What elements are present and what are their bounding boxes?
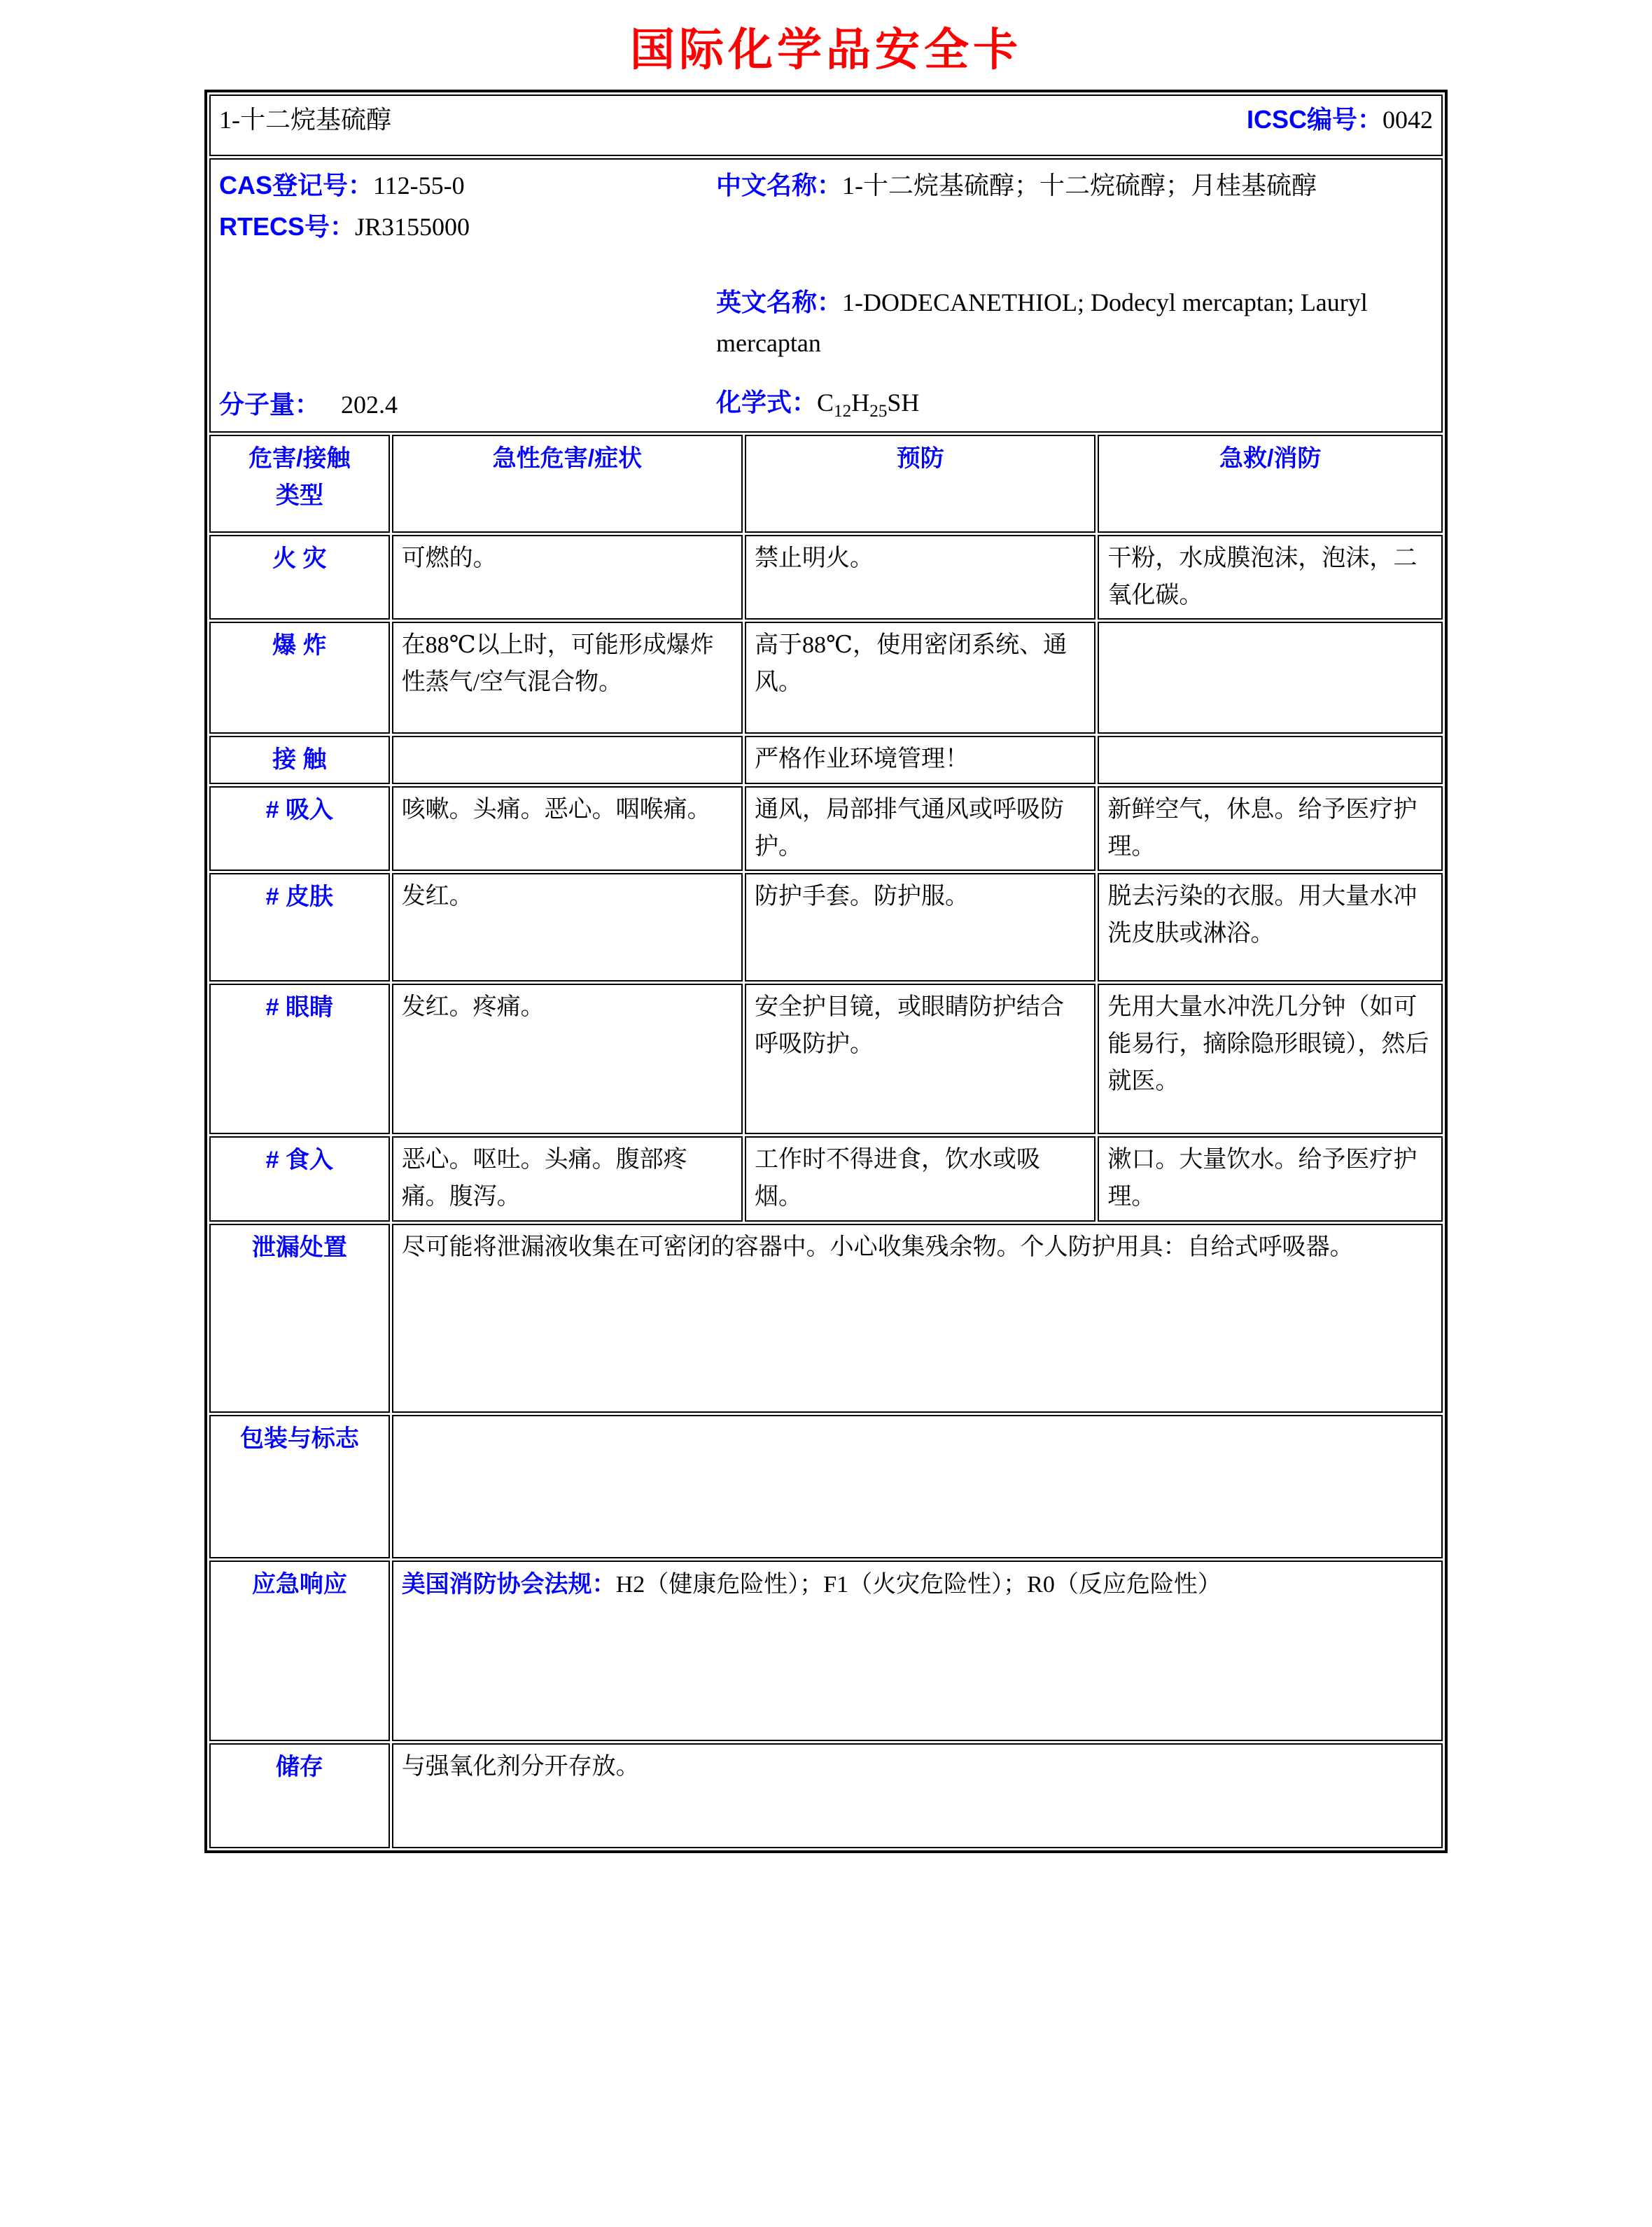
row-inhalation-label: # 吸入 — [209, 786, 390, 871]
cell-eyes-firstaid: 先用大量水冲洗几分钟（如可能易行，摘除隐形眼镜），然后就医。 — [1098, 984, 1443, 1134]
row-exposure-label: 接 触 — [209, 736, 390, 784]
icsc-number-label: ICSC编号： — [1246, 105, 1382, 134]
icsc-number-value: 0042 — [1382, 106, 1433, 134]
rtecs-value: JR3155000 — [355, 212, 470, 241]
safety-card-table — [204, 90, 1448, 1853]
row-eyes — [209, 984, 1443, 1134]
cell-eyes-symptoms: 发红。疼痛。 — [392, 984, 743, 1134]
row-eyes-label: # 眼睛 — [209, 984, 390, 1134]
cell-skin-prevention: 防护手套。防护服。 — [745, 873, 1096, 982]
cell-inhalation-firstaid: 新鲜空气，休息。给予医疗护理。 — [1098, 786, 1443, 871]
header-hazard-type — [209, 435, 390, 533]
hazard-header-row — [209, 435, 1443, 533]
cell-explosion-prevention: 高于88℃，使用密闭系统、通风。 — [745, 622, 1096, 734]
identity-cell — [209, 158, 1443, 433]
row-skin-label: # 皮肤 — [209, 873, 390, 982]
cell-explosion-firstaid — [1098, 622, 1443, 734]
cell-spill-content: 尽可能将泄漏液收集在可密闭的容器中。小心收集残余物。个人防护用具：自给式呼吸器。 — [392, 1224, 1443, 1413]
row-emergency-label: 应急响应 — [209, 1561, 390, 1741]
row-ingestion — [209, 1136, 1443, 1221]
cell-inhalation-prevention: 通风，局部排气通风或呼吸防护。 — [745, 786, 1096, 871]
row-exposure — [209, 736, 1443, 784]
formula-value: $C_{12}H_{25}SH$ — [817, 388, 920, 421]
chemical-name: 1-十二烷基硫醇 — [219, 105, 391, 134]
cell-ingestion-firstaid: 漱口。大量饮水。给予医疗护理。 — [1098, 1136, 1443, 1221]
document-title: 国际化学品安全卡 — [630, 25, 1022, 75]
row-fire — [209, 535, 1443, 620]
cell-inhalation-symptoms: 咳嗽。头痛。恶心。咽喉痛。 — [392, 786, 743, 871]
row-explosion — [209, 622, 1443, 734]
header-symptoms: 急性危害/症状 — [392, 435, 743, 533]
english-name-line — [716, 281, 1433, 365]
row-skin — [209, 873, 1443, 982]
nfpa-label: 美国消防协会法规： — [401, 1570, 616, 1598]
cell-exposure-firstaid — [1098, 736, 1443, 784]
header-hazard-type-line2: 类型 — [275, 482, 323, 509]
row-spill-label: 泄漏处置 — [209, 1224, 390, 1413]
formula-line — [716, 381, 1433, 428]
identity-row — [209, 158, 1443, 433]
row-spill — [209, 1224, 1443, 1413]
header-prevention: 预防 — [745, 435, 1096, 533]
header-firstaid: 急救/消防 — [1098, 435, 1443, 533]
cell-eyes-prevention: 安全护目镜，或眼睛防护结合呼吸防护。 — [745, 984, 1096, 1134]
cell-ingestion-symptoms: 恶心。呕吐。头痛。腹部疼痛。腹泻。 — [392, 1136, 743, 1221]
cell-exposure-prevention: 严格作业环境管理！ — [745, 736, 1096, 784]
nfpa-value: H2（健康危险性）；F1（火灾危险性）；R0（反应危险性） — [615, 1571, 1222, 1598]
molecular-weight-label: 分子量： — [219, 390, 321, 419]
chinese-name-line — [716, 164, 1433, 249]
row-storage-label: 储存 — [209, 1743, 390, 1848]
cell-storage-content: 与强氧化剂分开存放。 — [392, 1743, 1443, 1848]
cell-fire-prevention: 禁止明火。 — [745, 535, 1096, 620]
english-name-value: 1-DODECANETHIOL; Dodecyl mercaptan; Lauryl mercaptan — [716, 288, 1368, 357]
chinese-name-label: 中文名称： — [716, 171, 843, 200]
row-packaging — [209, 1415, 1443, 1558]
cell-packaging-content — [392, 1415, 1443, 1558]
cas-label: CAS登记号： — [219, 171, 374, 200]
rtecs-label: RTECS号： — [219, 211, 356, 241]
formula-label: 化学式： — [716, 387, 818, 417]
row-packaging-label: 包装与标志 — [209, 1415, 390, 1558]
cell-fire-symptoms: 可燃的。 — [392, 535, 743, 620]
english-name-label: 英文名称： — [716, 288, 843, 317]
row-storage — [209, 1743, 1443, 1848]
row-explosion-label: 爆 炸 — [209, 622, 390, 734]
cell-ingestion-prevention: 工作时不得进食，饮水或吸烟。 — [745, 1136, 1096, 1221]
cell-fire-firstaid: 干粉，水成膜泡沫，泡沫，二氧化碳。 — [1098, 535, 1443, 620]
name-row — [209, 95, 1443, 156]
row-fire-label: 火 灾 — [209, 535, 390, 620]
molecular-weight-value: 202.4 — [341, 391, 398, 419]
cas-rtecs-block — [219, 164, 716, 249]
cell-explosion-symptoms: 在88℃以上时，可能形成爆炸性蒸气/空气混合物。 — [392, 622, 743, 734]
cell-exposure-symptoms — [392, 736, 743, 784]
cell-emergency-content — [392, 1561, 1443, 1741]
name-row-cell — [209, 95, 1443, 156]
rtecs-line — [219, 207, 716, 248]
row-emergency — [209, 1561, 1443, 1741]
row-inhalation — [209, 786, 1443, 871]
cas-line — [219, 165, 716, 207]
cell-skin-firstaid: 脱去污染的衣服。用大量水冲洗皮肤或淋浴。 — [1098, 873, 1443, 982]
molecular-weight-line — [219, 383, 716, 427]
row-ingestion-label: # 食入 — [209, 1136, 390, 1221]
header-hazard-type-line1: 危害/接触 — [248, 445, 351, 472]
chinese-name-value: 1-十二烷基硫醇；十二烷硫醇；月桂基硫醇 — [842, 172, 1317, 200]
cell-skin-symptoms: 发红。 — [392, 873, 743, 982]
cas-value: 112-55-0 — [373, 172, 465, 200]
